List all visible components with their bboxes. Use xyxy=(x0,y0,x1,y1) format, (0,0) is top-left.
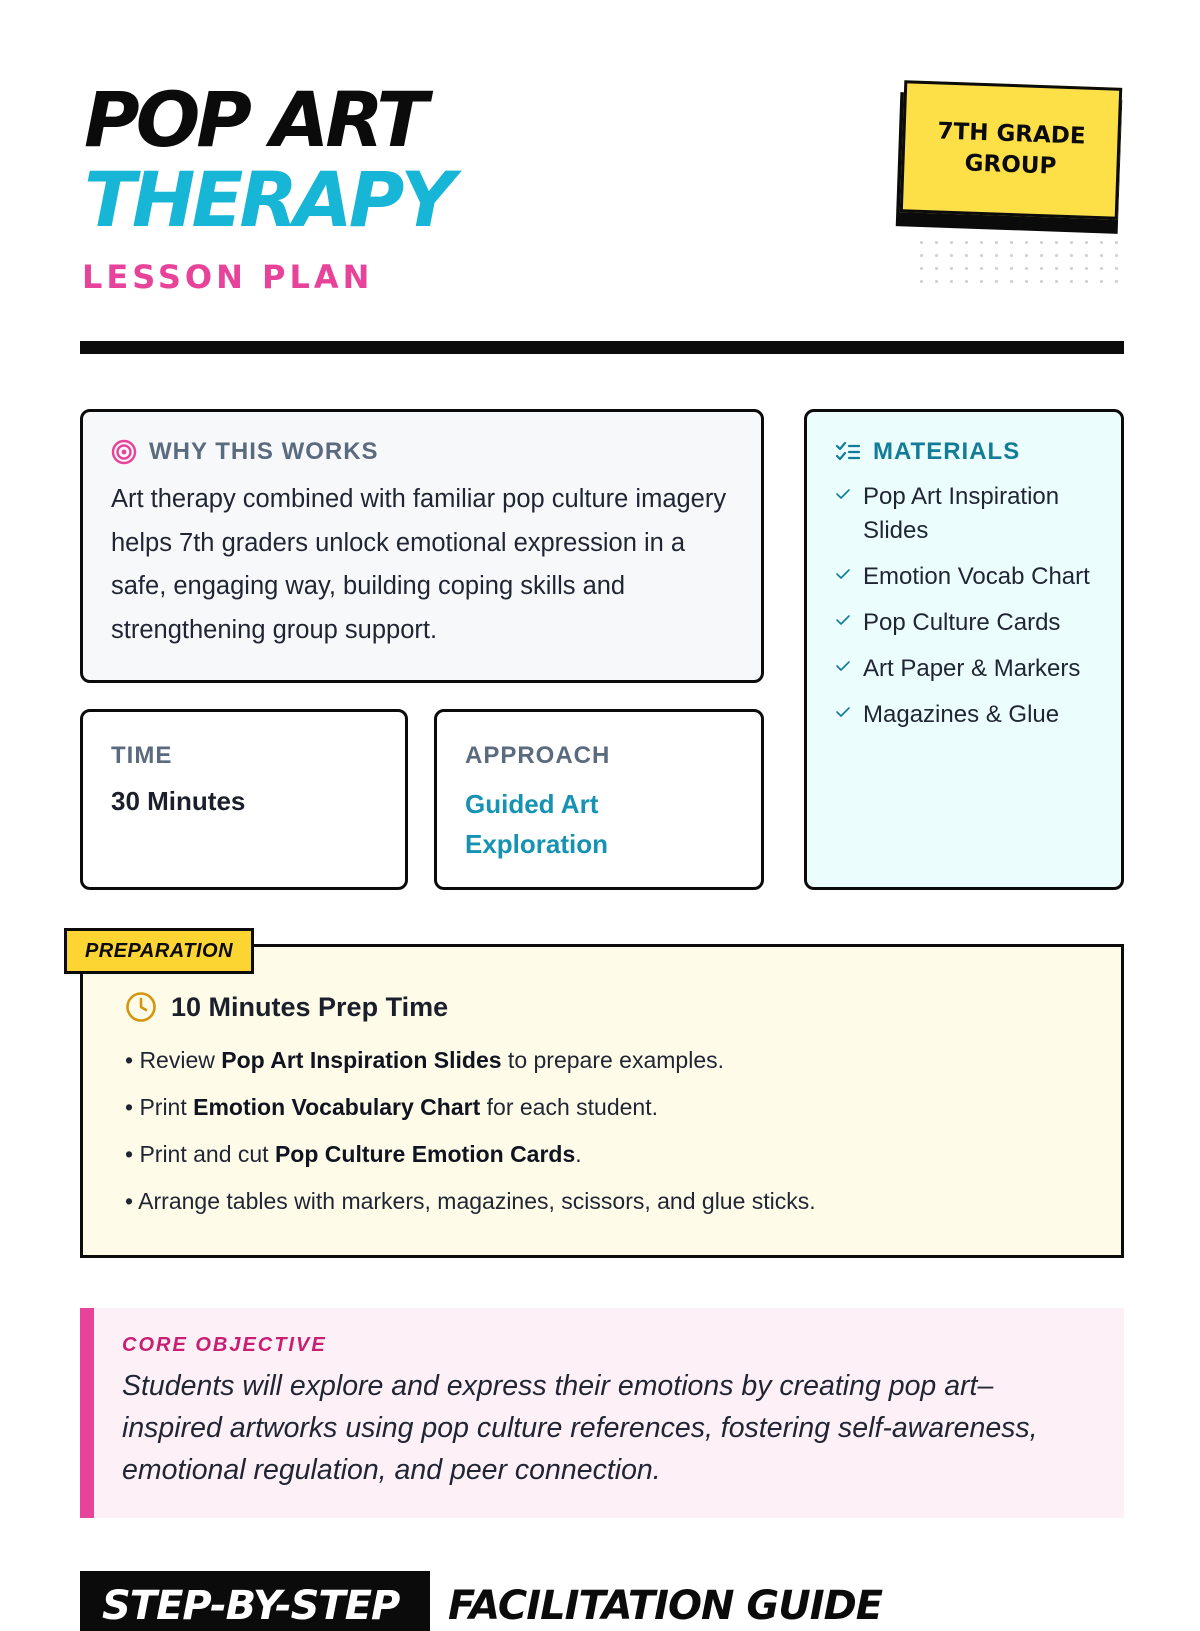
step-by-step-label: STEP-BY-STEP xyxy=(102,1583,400,1629)
check-icon xyxy=(835,706,851,718)
check-icon xyxy=(835,488,851,500)
material-item xyxy=(835,698,1095,732)
material-item-label: Art Paper & Markers xyxy=(863,655,1081,682)
material-item xyxy=(835,480,1095,548)
prep-item-text-end: . xyxy=(575,1141,582,1167)
prep-item-highlight: Emotion Vocabulary Chart xyxy=(193,1094,481,1120)
header-divider xyxy=(80,341,1124,354)
check-icon xyxy=(835,568,851,580)
prep-item-text-end: for each student. xyxy=(480,1094,658,1120)
materials-card xyxy=(804,409,1124,890)
material-item-label: Pop Culture Cards xyxy=(863,609,1061,636)
clock-icon xyxy=(125,991,157,1023)
material-item xyxy=(835,560,1095,594)
time-value: 30 Minutes xyxy=(111,786,246,816)
checklist-icon xyxy=(835,440,861,464)
prep-item-highlight: Pop Culture Emotion Cards xyxy=(274,1141,576,1167)
lesson-plan-subtitle: LESSON PLAN xyxy=(82,258,374,296)
why-this-works-label: WHY THIS WORKS xyxy=(149,438,379,465)
approach-label: APPROACH xyxy=(465,742,611,769)
title-line-pop-art: POP ART xyxy=(84,75,425,164)
material-item-label: Magazines & Glue xyxy=(863,701,1060,728)
check-icon xyxy=(835,660,851,672)
prep-item-text: • Arrange tables with markers, magazines, scissors, and glue sticks. xyxy=(125,1188,816,1214)
prep-item xyxy=(125,1178,1081,1225)
approach-card xyxy=(434,709,764,890)
material-item-label: Emotion Vocab Chart xyxy=(863,563,1090,590)
prep-item-text: • Print and cut xyxy=(125,1141,275,1167)
approach-value: Guided Art Exploration xyxy=(465,789,609,859)
preparation-tag: PREPARATION xyxy=(64,928,254,974)
prep-time-title: 10 Minutes Prep Time xyxy=(171,991,449,1022)
prep-item-text: • Print xyxy=(125,1094,194,1120)
prep-list xyxy=(125,1037,1081,1225)
why-this-works-card xyxy=(80,409,764,683)
material-item xyxy=(835,652,1095,686)
prep-item-text-end: to prepare examples. xyxy=(501,1047,724,1073)
grade-badge xyxy=(900,80,1122,220)
material-item xyxy=(835,606,1095,640)
target-icon xyxy=(111,439,137,465)
core-objective-box xyxy=(80,1308,1124,1518)
material-item-label: Pop Art Inspiration Slides xyxy=(863,483,1060,544)
title-line-therapy: THERAPY xyxy=(84,155,452,244)
why-this-works-text: Art therapy combined with familiar pop culture imagery helps 7th graders unlock emotional expression in a safe, engaging way, building coping skills and strengthening group support. xyxy=(111,485,727,644)
facilitation-guide-heading: FACILITATION GUIDE xyxy=(448,1583,883,1629)
materials-list xyxy=(835,480,1095,732)
time-card xyxy=(80,709,408,890)
step-by-step-highlight xyxy=(80,1571,430,1631)
grade-badge-label: 7TH GRADE GROUP xyxy=(937,118,1087,180)
core-objective-text: Students will explore and express their emotions by creating pop art–inspired artworks using pop culture references, fostering self-awareness, emotional regulation, and peer connection. xyxy=(122,1370,1038,1486)
prep-item xyxy=(125,1131,1081,1178)
prep-item-text: • Review xyxy=(125,1047,222,1073)
prep-item xyxy=(125,1084,1081,1131)
time-label: TIME xyxy=(111,742,173,769)
dot-pattern xyxy=(914,236,1124,292)
core-objective-label: CORE OBJECTIVE xyxy=(122,1334,327,1356)
materials-label: MATERIALS xyxy=(873,438,1021,465)
prep-item-highlight: Pop Art Inspiration Slides xyxy=(221,1047,502,1073)
check-icon xyxy=(835,614,851,626)
preparation-box xyxy=(80,944,1124,1258)
prep-item xyxy=(125,1037,1081,1084)
